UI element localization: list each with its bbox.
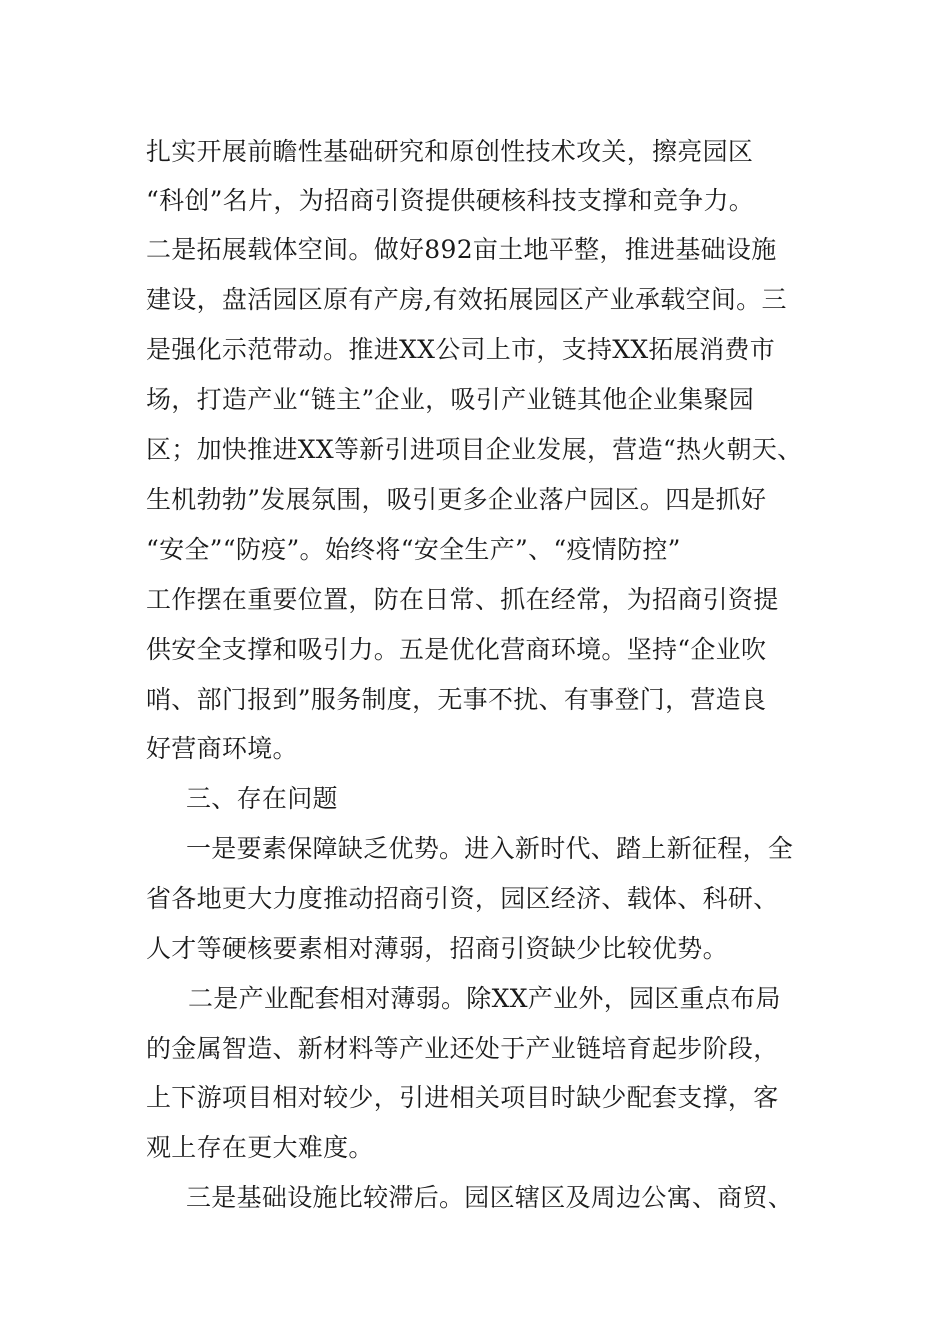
- body-text-line: 一是要素保障缺乏优势。进入新时代、踏上新征程，全: [186, 834, 794, 863]
- body-text-line: 工作摆在重要位置，防在日常、抓在经常，为招商引资提: [146, 585, 779, 614]
- body-text-line: 建设，盘活园区原有产房,有效拓展园区产业承载空间。三: [146, 285, 787, 314]
- body-text-line: 二是产业配套相对薄弱。除XX产业外，园区重点布局: [188, 984, 781, 1013]
- body-text-line: 生机勃勃”发展氛围，吸引更多企业落户园区。四是抓好: [146, 485, 767, 514]
- body-text-line: “安全”“防疫”。始终将“安全生产”、“疫情防控”: [146, 535, 681, 564]
- body-text-line: “科创”名片，为招商引资提供硬核科技支撑和竞争力。: [146, 186, 755, 215]
- body-text-line: 供安全支撑和吸引力。五是优化营商环境。坚持“企业吹: [146, 635, 767, 664]
- body-text-line: 二是拓展载体空间。做好892亩土地平整，推进基础设施: [146, 235, 777, 264]
- body-text-line: 三是基础设施比较滞后。园区辖区及周边公寓、商贸、: [186, 1183, 794, 1212]
- body-text-line: 哨、部门报到”服务制度，无事不扰、有事登门，营造良: [146, 685, 767, 714]
- body-text-line: 的金属智造、新材料等产业还处于产业链培育起步阶段，: [146, 1034, 779, 1063]
- section-heading: 三、存在问题: [186, 784, 338, 813]
- body-text-line: 扎实开展前瞻性基础研究和原创性技术攻关，擦亮园区: [146, 137, 754, 166]
- body-text-line: 省各地更大力度推动招商引资，园区经济、载体、科研、: [146, 884, 779, 913]
- body-text-line: 好营商环境。: [146, 734, 298, 763]
- body-text-line: 上下游项目相对较少，引进相关项目时缺少配套支撑，客: [146, 1083, 779, 1112]
- body-text-line: 区；加快推进XX等新引进项目企业发展，营造“热火朝天、: [146, 435, 803, 464]
- body-text-line: 人才等硬核要素相对薄弱，招商引资缺少比较优势。: [146, 934, 728, 963]
- body-text-line: 是强化示范带动。推进XX公司上市，支持XX拓展消费市: [146, 335, 775, 364]
- body-text-line: 观上存在更大难度。: [146, 1133, 374, 1162]
- body-text-line: 场，打造产业“链主”企业，吸引产业链其他企业集聚园: [146, 385, 755, 414]
